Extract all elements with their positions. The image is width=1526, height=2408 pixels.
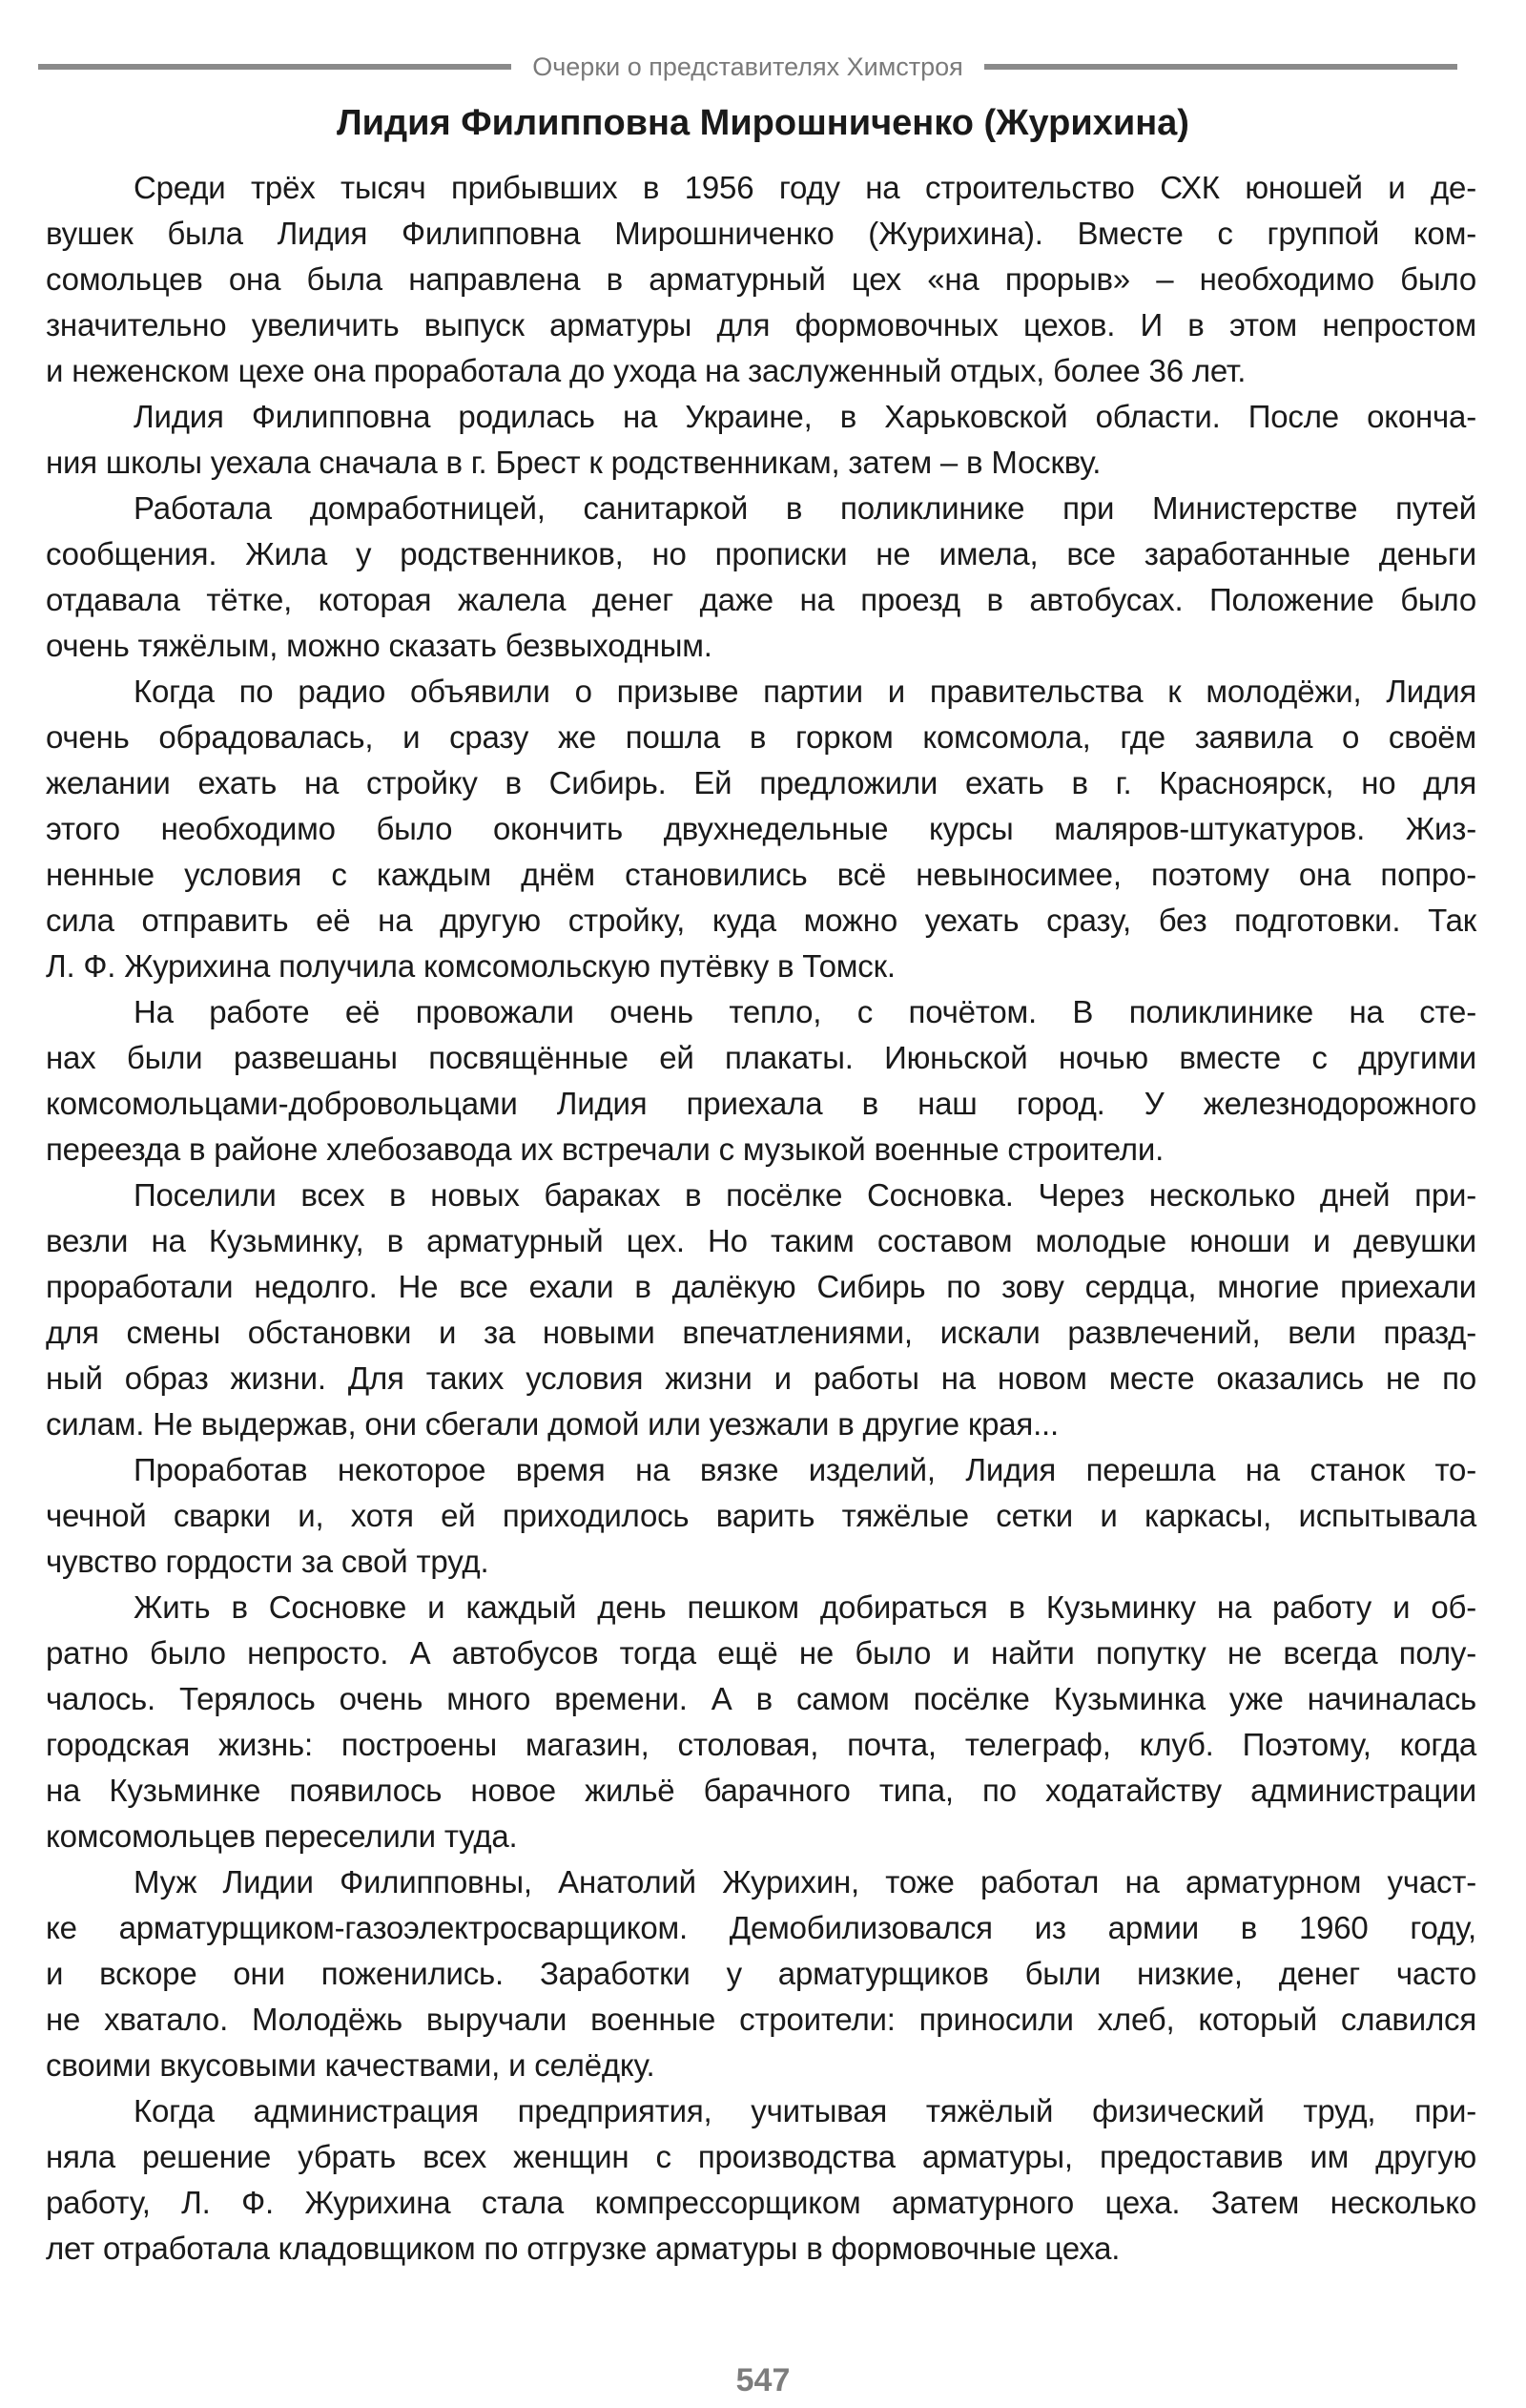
paragraph: [46, 989, 1476, 1173]
text-line: Когда администрация предприятия, учитывая тяжёлый физический труд, при-: [134, 2093, 1476, 2128]
text-line: ке арматурщиком-газоэлектросварщиком. Демобилизовался из армии в 1960 году,: [46, 1910, 1476, 1945]
paragraph: [46, 1859, 1476, 2088]
text-line: ния школы уехала сначала в г. Брест к родственникам, затем – в Москву.: [46, 445, 1102, 480]
text-line: желании ехать на стройку в Сибирь. Ей предложили ехать в г. Красноярск, но для: [46, 765, 1476, 800]
text-line: не хватало. Молодёжь выручали военные строители: приносили хлеб, который славился: [46, 2002, 1476, 2037]
paragraph: [46, 1173, 1476, 1447]
text-line: Среди трёх тысяч прибывших в 1956 году на строительство СХК юношей и де-: [134, 170, 1476, 205]
text-line: ненные условия с каждым днём становились всё невыносимее, поэтому она попро-: [46, 857, 1476, 892]
page-number: 547: [735, 2362, 791, 2398]
text-line: Поселили всех в новых бараках в посёлке Сосновка. Через несколько дней при-: [134, 1177, 1476, 1213]
text-line: городская жизнь: построены магазин, столовая, почта, телеграф, клуб. Поэтому, когда: [46, 1727, 1476, 1762]
text-line: Л. Ф. Журихина получила комсомольскую путёвку в Томск.: [46, 948, 896, 984]
text-line: значительно увеличить выпуск арматуры для формовочных цехов. И в этом непростом: [46, 307, 1476, 343]
text-line: сомольцев она была направлена в арматурный цех «на прорыв» – необходимо было: [46, 261, 1476, 297]
text-line: Работала домработницей, санитаркой в поликлинике при Министерстве путей: [134, 490, 1476, 526]
text-line: Когда по радио объявили о призыве партии и правительства к молодёжи, Лидия: [134, 674, 1476, 709]
text-line: этого необходимо было окончить двухнедельные курсы маляров-штукатуров. Жиз-: [46, 811, 1476, 846]
text-line: и вскоре они поженились. Заработки у арматурщиков были низкие, денег часто: [46, 1956, 1476, 1991]
text-line: работу, Л. Ф. Журихина стала компрессорщиком арматурного цеха. Затем несколько: [46, 2185, 1476, 2220]
paragraph: [46, 1447, 1476, 1585]
text-line: Проработав некоторое время на вязке изделий, Лидия перешла на станок то-: [134, 1452, 1476, 1487]
paragraph: [46, 394, 1476, 486]
text-line: комсомольцами-добровольцами Лидия приехала в наш город. У железнодорожного: [46, 1086, 1476, 1121]
text-line: сила отправить её на другую стройку, куда можно уехать сразу, без подготовки. Так: [46, 903, 1476, 938]
text-line: своими вкусовыми качествами, и селёдку.: [46, 2047, 655, 2083]
text-line: лет отработала кладовщиком по отгрузке арматуры в формовочные цеха.: [46, 2231, 1121, 2266]
header-rule-left: [38, 64, 511, 70]
text-line: нах были развешаны посвящённые ей плакаты. Июньской ночью вместе с другими: [46, 1040, 1476, 1075]
text-line: везли на Кузьминку, в арматурный цех. Но таким составом молодые юноши и девушки: [46, 1223, 1476, 1258]
paragraph: [46, 486, 1476, 669]
text-line: комсомольцев переселили туда.: [46, 1818, 518, 1854]
running-head-title: Очерки о представителях Химстроя: [532, 52, 963, 81]
article-title: Лидия Филипповна Мирошниченко (Журихина): [337, 103, 1189, 143]
text-line: силам. Не выдержав, они сбегали домой или уезжали в другие края...: [46, 1406, 1059, 1442]
text-line: переезда в районе хлебозавода их встречали с музыкой военные строители.: [46, 1131, 1165, 1167]
text-line: очень обрадовалась, и сразу же пошла в горком комсомола, где заявила о своём: [46, 719, 1476, 755]
text-line: для смены обстановки и за новыми впечатлениями, искали развлечений, вели празд-: [46, 1315, 1476, 1350]
text-line: ный образ жизни. Для таких условия жизни и работы на новом месте оказались не по: [46, 1360, 1476, 1396]
text-line: чечной сварки и, хотя ей приходилось варить тяжёлые сетки и каркасы, испытывала: [46, 1498, 1476, 1533]
text-line: и неженском цехе она проработала до ухода на заслуженный отдых, более 36 лет.: [46, 353, 1247, 388]
text-line: Лидия Филипповна родилась на Украине, в Харьковской области. После оконча-: [134, 399, 1476, 434]
text-line: чалось. Терялось очень много времени. А в самом посёлке Кузьминка уже начиналась: [46, 1681, 1476, 1716]
text-line: Муж Лидии Филипповны, Анатолий Журихин, тоже работал на арматурном участ-: [134, 1864, 1476, 1899]
paragraph: [46, 669, 1476, 989]
paragraph: [46, 165, 1476, 394]
header-rule-right: [984, 64, 1457, 70]
text-line: отдавала тётке, которая жалела денег даже на проезд в автобусах. Положение было: [46, 582, 1476, 617]
text-line: Жить в Сосновке и каждый день пешком добираться в Кузьминку на работу и об-: [134, 1589, 1476, 1625]
text-line: няла решение убрать всех женщин с производства арматуры, предоставив им другую: [46, 2139, 1476, 2174]
running-head: [38, 48, 1457, 86]
paragraph: [46, 1585, 1476, 1859]
text-line: сообщения. Жила у родственников, но прописки не имела, все заработанные деньги: [46, 536, 1476, 571]
text-line: проработали недолго. Не все ехали в далёкую Сибирь по зову сердца, многие приехали: [46, 1269, 1476, 1304]
article-body: [46, 165, 1476, 2272]
text-line: вушек была Лидия Филипповна Мирошниченко (Журихина). Вместе с группой ком-: [46, 216, 1476, 251]
paragraph: [46, 2088, 1476, 2272]
text-line: на Кузьминке появилось новое жильё барачного типа, по ходатайству администрации: [46, 1773, 1476, 1808]
text-line: ратно было непросто. А автобусов тогда ещё не было и найти попутку не всегда полу-: [46, 1635, 1476, 1671]
text-line: На работе её провожали очень тепло, с почётом. В поликлинике на сте-: [134, 994, 1476, 1029]
text-line: очень тяжёлым, можно сказать безвыходным.: [46, 628, 712, 663]
text-line: чувство гордости за свой труд.: [46, 1544, 489, 1579]
